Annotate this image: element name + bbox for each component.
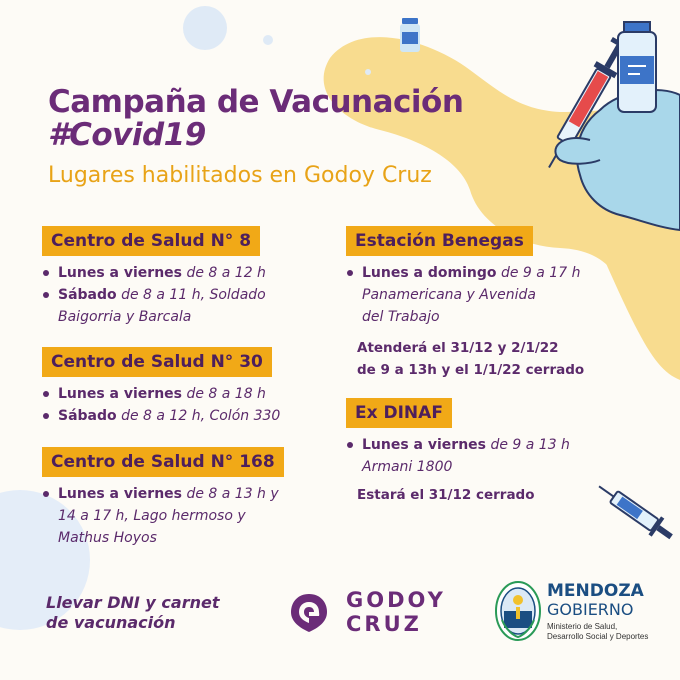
location-name-badge: Centro de Salud N° 30	[42, 347, 272, 377]
schedule-detail-cont: Panamericana y Avenida	[362, 287, 536, 303]
location-ex-dinaf	[346, 398, 570, 478]
schedule-detail: de 9 a 17 h	[500, 265, 581, 281]
vial-small-icon	[400, 18, 420, 52]
syringe-small-icon	[593, 477, 678, 545]
map-pin-icon	[288, 592, 330, 634]
schedule-detail: de 8 a 18 h	[186, 386, 266, 402]
schedule-detail-cont: Baigorria y Barcala	[58, 309, 192, 325]
schedule-item	[42, 284, 266, 328]
location-centro-salud-30	[42, 347, 280, 427]
schedule-days: Lunes a domingo	[362, 265, 497, 281]
holiday-note-dinaf: Estará el 31/12 cerrado	[357, 487, 535, 503]
blue-dot	[263, 35, 273, 45]
schedule-detail: de 8 a 13 h y	[186, 486, 279, 502]
schedule-detail: de 9 a 13 h	[490, 437, 570, 453]
godoy-cruz-wordmark	[346, 588, 446, 636]
schedule-detail: de 8 a 12 h	[186, 265, 266, 281]
schedule-item	[346, 434, 570, 478]
title-line-1: Campaña de Vacunación	[48, 84, 464, 120]
cruz-line: CRUZ	[346, 612, 422, 636]
note-line: Llevar DNI y carnet	[46, 593, 220, 612]
schedule-list	[42, 483, 284, 549]
title-hashtag: #Covid19	[48, 117, 206, 153]
schedule-detail-cont: del Trabajo	[362, 309, 440, 325]
schedule-days: Lunes a viernes	[58, 265, 182, 281]
schedule-days: Lunes a viernes	[362, 437, 486, 453]
location-centro-salud-168	[42, 447, 284, 549]
schedule-days: Lunes a viernes	[58, 386, 182, 402]
mendoza-gobierno: GOBIERNO	[547, 600, 634, 619]
requirements-note	[46, 593, 219, 633]
holiday-note-benegas	[357, 337, 584, 381]
mendoza-wordmark	[547, 582, 648, 642]
schedule-item	[346, 262, 580, 328]
location-name-badge: Centro de Salud N° 168	[42, 447, 284, 477]
schedule-list	[42, 262, 266, 328]
schedule-item	[42, 405, 280, 427]
schedule-detail: de 8 a 11 h, Soldado	[121, 287, 266, 303]
schedule-list	[42, 383, 280, 427]
provincial-seal-icon	[494, 580, 542, 642]
schedule-detail-cont: Armani 1800	[362, 459, 453, 475]
schedule-days: Lunes a viernes	[58, 486, 182, 502]
yellow-blob-right	[600, 250, 680, 380]
location-estacion-benegas	[346, 226, 580, 328]
vial-large-icon	[618, 22, 656, 112]
blue-circle-top	[183, 6, 227, 50]
location-name-badge: Centro de Salud N° 8	[42, 226, 260, 256]
schedule-item	[42, 262, 266, 284]
page-title	[48, 86, 463, 152]
schedule-detail: de 8 a 12 h, Colón 330	[121, 408, 281, 424]
schedule-list	[346, 434, 570, 478]
schedule-days: Sábado	[58, 287, 117, 303]
schedule-days: Sábado	[58, 408, 117, 424]
schedule-item	[42, 483, 284, 549]
schedule-item	[42, 383, 280, 405]
note-line: de 9 a 13h y el 1/1/22 cerrado	[357, 362, 585, 378]
note-line: Atenderá el 31/12 y 2/1/22	[357, 340, 559, 356]
location-name-badge: Estación Benegas	[346, 226, 533, 256]
ministry-line: Desarrollo Social y Deportes	[547, 632, 649, 641]
schedule-detail-cont: 14 a 17 h, Lago hermoso y	[58, 508, 246, 524]
page-subtitle: Lugares habilitados en Godoy Cruz	[48, 163, 432, 188]
blue-dot-small	[365, 69, 371, 75]
schedule-detail-cont: Mathus Hoyos	[58, 530, 157, 546]
location-centro-salud-8	[42, 226, 266, 328]
location-name-badge: Ex DINAF	[346, 398, 452, 428]
ministry-line: Ministerio de Salud,	[547, 622, 618, 631]
godoy-line: GODOY	[346, 588, 446, 612]
schedule-list	[346, 262, 580, 328]
note-line: de vacunación	[46, 613, 176, 632]
mendoza-name: MENDOZA	[547, 581, 644, 601]
